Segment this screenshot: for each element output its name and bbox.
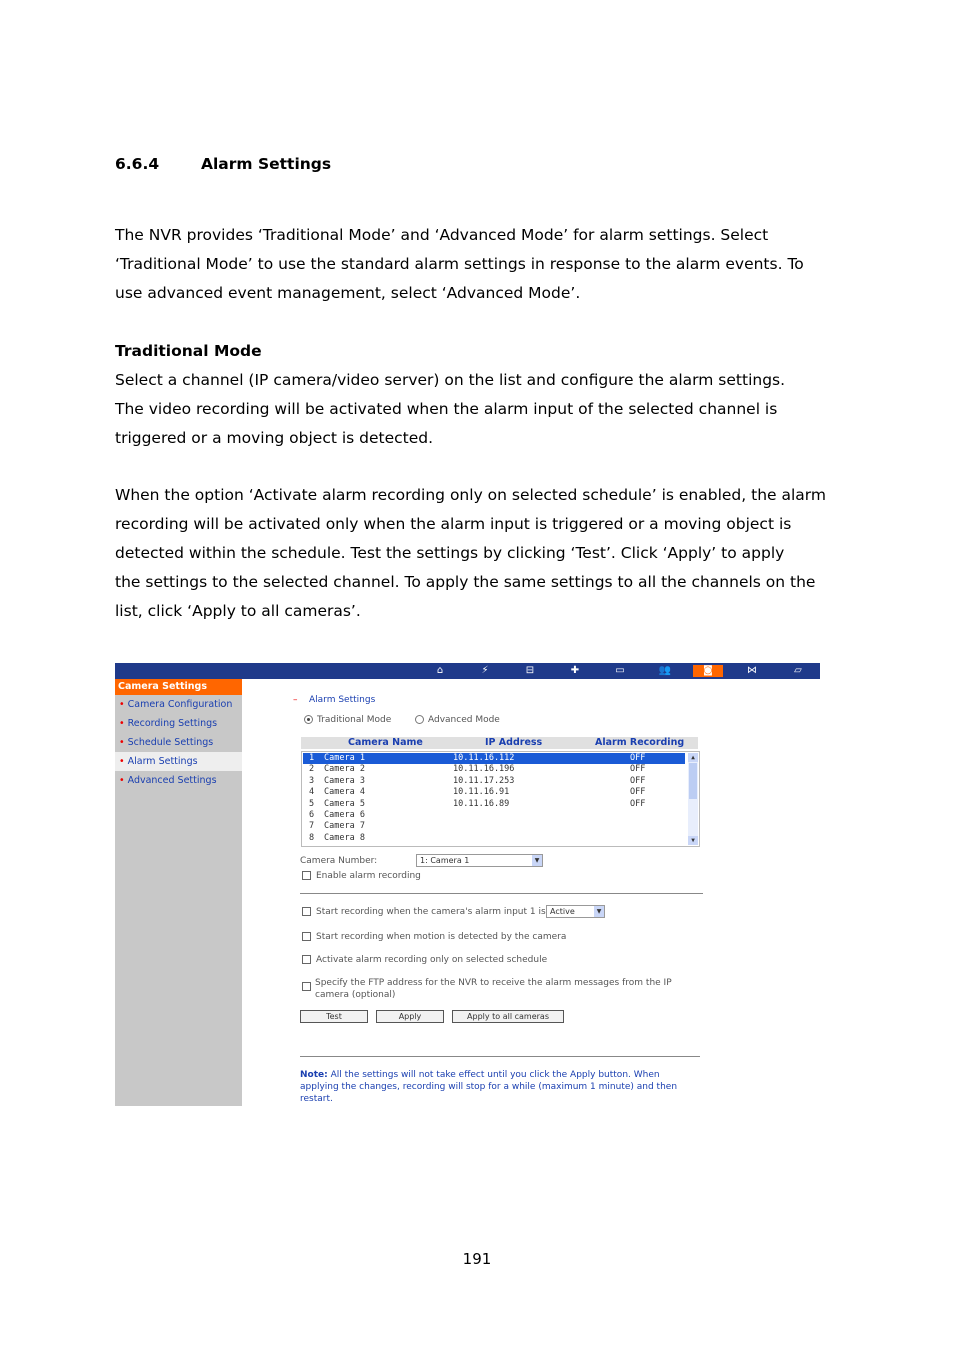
table-row[interactable]: 6 Camera 6: [309, 810, 365, 820]
apply-all-cameras-button[interactable]: Apply to all cameras: [452, 1010, 564, 1023]
traditional-line: triggered or a moving object is detected.: [115, 429, 434, 447]
camera-number-select[interactable]: [416, 854, 543, 867]
panel-bullet: –: [293, 695, 298, 705]
col-camera-name: Camera Name: [348, 737, 423, 748]
ftp-label-line: camera (optional): [315, 990, 396, 1000]
camera-table-header: [301, 737, 698, 749]
sidebar-item-label: Camera Configuration: [127, 699, 233, 710]
sidebar-item-schedule-settings[interactable]: • Schedule Settings: [119, 737, 214, 748]
chevron-down-icon: ▼: [594, 906, 604, 917]
checkbox-icon: [302, 955, 311, 964]
note-label: Note:: [300, 1070, 328, 1080]
col-ip-address: IP Address: [485, 737, 543, 748]
option-line: recording will be activated only when the alarm input is triggered or a moving object is: [115, 515, 792, 533]
option-paragraph: [115, 481, 843, 626]
table-row[interactable]: 8 Camera 8: [309, 832, 365, 843]
option-line: When the option ‘Activate alarm recording only on selected schedule’ is enabled, the alarm: [115, 486, 826, 504]
intro-line: The NVR provides ‘Traditional Mode’ and ‘Advanced Mode’ for alarm settings. Select: [115, 226, 769, 244]
checkbox-icon: [302, 871, 311, 880]
checkbox-icon: [302, 907, 311, 916]
alarm-input-state-select[interactable]: [546, 905, 605, 918]
camera-number-label: Camera Number:: [300, 856, 378, 866]
camera-icon[interactable]: ◙: [693, 665, 723, 677]
intro-paragraph: [115, 221, 843, 308]
checkbox-label: Start recording when the camera's alarm input 1 is: [316, 907, 546, 917]
section-title: Alarm Settings: [201, 155, 332, 173]
connection-icon[interactable]: ✚: [570, 665, 580, 676]
table-row[interactable]: 1 Camera 1 10.11.16.112 OFF: [303, 753, 685, 764]
motion-checkbox[interactable]: [302, 932, 566, 942]
main-panel: [242, 679, 820, 1106]
enable-alarm-checkbox[interactable]: [302, 871, 421, 881]
checkbox-label: Enable alarm recording: [316, 871, 421, 881]
option-line: the settings to the selected channel. To apply the same settings to all the channels on the: [115, 573, 816, 591]
option-line: list, click ‘Apply to all cameras’.: [115, 602, 361, 620]
ftp-label: [315, 977, 672, 1001]
radio-label: Traditional Mode: [317, 715, 392, 725]
table-row[interactable]: 2 Camera 2 10.11.16.196 OFF: [309, 764, 646, 775]
schedule-checkbox[interactable]: [302, 955, 547, 965]
scroll-down-icon[interactable]: ▼: [688, 836, 698, 845]
network-icon[interactable]: ⚡: [481, 665, 489, 676]
top-toolbar: [115, 663, 820, 679]
apply-button[interactable]: Apply: [376, 1010, 444, 1023]
traditional-mode-radio[interactable]: [304, 715, 391, 725]
advanced-mode-radio[interactable]: [415, 715, 500, 725]
sidebar-item-label: Schedule Settings: [127, 737, 214, 748]
radio-selected-icon: [304, 715, 313, 724]
table-row[interactable]: 5 Camera 5 10.11.16.89 OFF: [309, 798, 646, 809]
checkbox-icon: [302, 982, 311, 991]
sidebar-item-advanced-settings[interactable]: • Advanced Settings: [119, 775, 217, 786]
sidebar-item-camera-configuration[interactable]: • Camera Configuration: [119, 699, 233, 710]
alarm-input-state-value: Active: [550, 907, 575, 916]
col-alarm-recording: Alarm Recording: [595, 737, 685, 748]
camera-number-value: 1: Camera 1: [420, 856, 470, 865]
divider: [300, 893, 703, 894]
option-line: detected within the schedule. Test the settings by clicking ‘Test’. Click ‘Apply’ to apply: [115, 544, 785, 562]
sidebar-item-label: Alarm Settings: [127, 756, 198, 767]
page-number: 191: [462, 1250, 492, 1268]
section-heading: [115, 155, 331, 173]
logout-icon[interactable]: ▱: [794, 665, 802, 676]
chevron-down-icon: ▼: [532, 855, 542, 866]
traditional-mode-section: [115, 337, 843, 453]
divider: [300, 1056, 700, 1057]
alarm-settings-screenshot: [115, 663, 820, 1106]
users-icon[interactable]: 👥: [658, 665, 672, 676]
camera-list[interactable]: [301, 751, 700, 847]
sidebar-item-label: Recording Settings: [127, 718, 218, 729]
radio-icon: [415, 715, 424, 724]
traditional-line: Select a channel (IP camera/video server) on the list and configure the alarm settings.: [115, 371, 786, 389]
checkbox-label: Start recording when motion is detected by the camera: [316, 932, 567, 942]
home-icon[interactable]: ⌂: [436, 665, 444, 676]
sidebar-title: Camera Settings: [115, 679, 242, 695]
list-scrollbar[interactable]: [688, 753, 698, 845]
scroll-thumb[interactable]: [689, 763, 697, 799]
table-row[interactable]: 4 Camera 4 10.11.16.91 OFF: [309, 787, 646, 798]
sidebar-item-label: Advanced Settings: [127, 775, 217, 786]
ftp-label-line: Specify the FTP address for the NVR to receive the alarm messages from the IP: [315, 978, 672, 988]
alarm-input-checkbox[interactable]: [302, 907, 546, 917]
panel-title: Alarm Settings: [309, 695, 376, 705]
table-row[interactable]: 7 Camera 7: [309, 821, 365, 832]
intro-line: use advanced event management, select ‘Advanced Mode’.: [115, 284, 581, 302]
section-number: 6.6.4: [115, 155, 160, 173]
system-icon[interactable]: ⋈: [747, 665, 757, 676]
intro-line: ‘Traditional Mode’ to use the standard alarm settings in response to the alarm events. To: [115, 255, 804, 273]
sidebar-item-recording-settings[interactable]: • Recording Settings: [119, 718, 218, 729]
radio-label: Advanced Mode: [428, 715, 500, 725]
scroll-up-icon[interactable]: ▲: [688, 753, 698, 762]
disk-icon[interactable]: ▭: [615, 665, 625, 676]
table-row[interactable]: 3 Camera 3 10.11.17.253 OFF: [309, 775, 646, 786]
test-button[interactable]: Test: [300, 1010, 368, 1023]
device-icon[interactable]: ⊟: [525, 665, 535, 676]
checkbox-label: Activate alarm recording only on selected schedule: [316, 955, 548, 965]
note-text: Note: All the settings will not take effect until you click the Apply button. When applying the changes, recording will stop for a while (maximum 1 minute) and then restart.: [300, 1070, 678, 1104]
sidebar: [115, 679, 242, 1106]
sidebar-item-alarm-settings[interactable]: • Alarm Settings: [115, 752, 242, 771]
traditional-mode-heading: Traditional Mode: [115, 342, 262, 360]
traditional-line: The video recording will be activated when the alarm input of the selected channel is: [115, 400, 778, 418]
checkbox-icon: [302, 932, 311, 941]
ftp-checkbox[interactable]: [302, 982, 316, 992]
